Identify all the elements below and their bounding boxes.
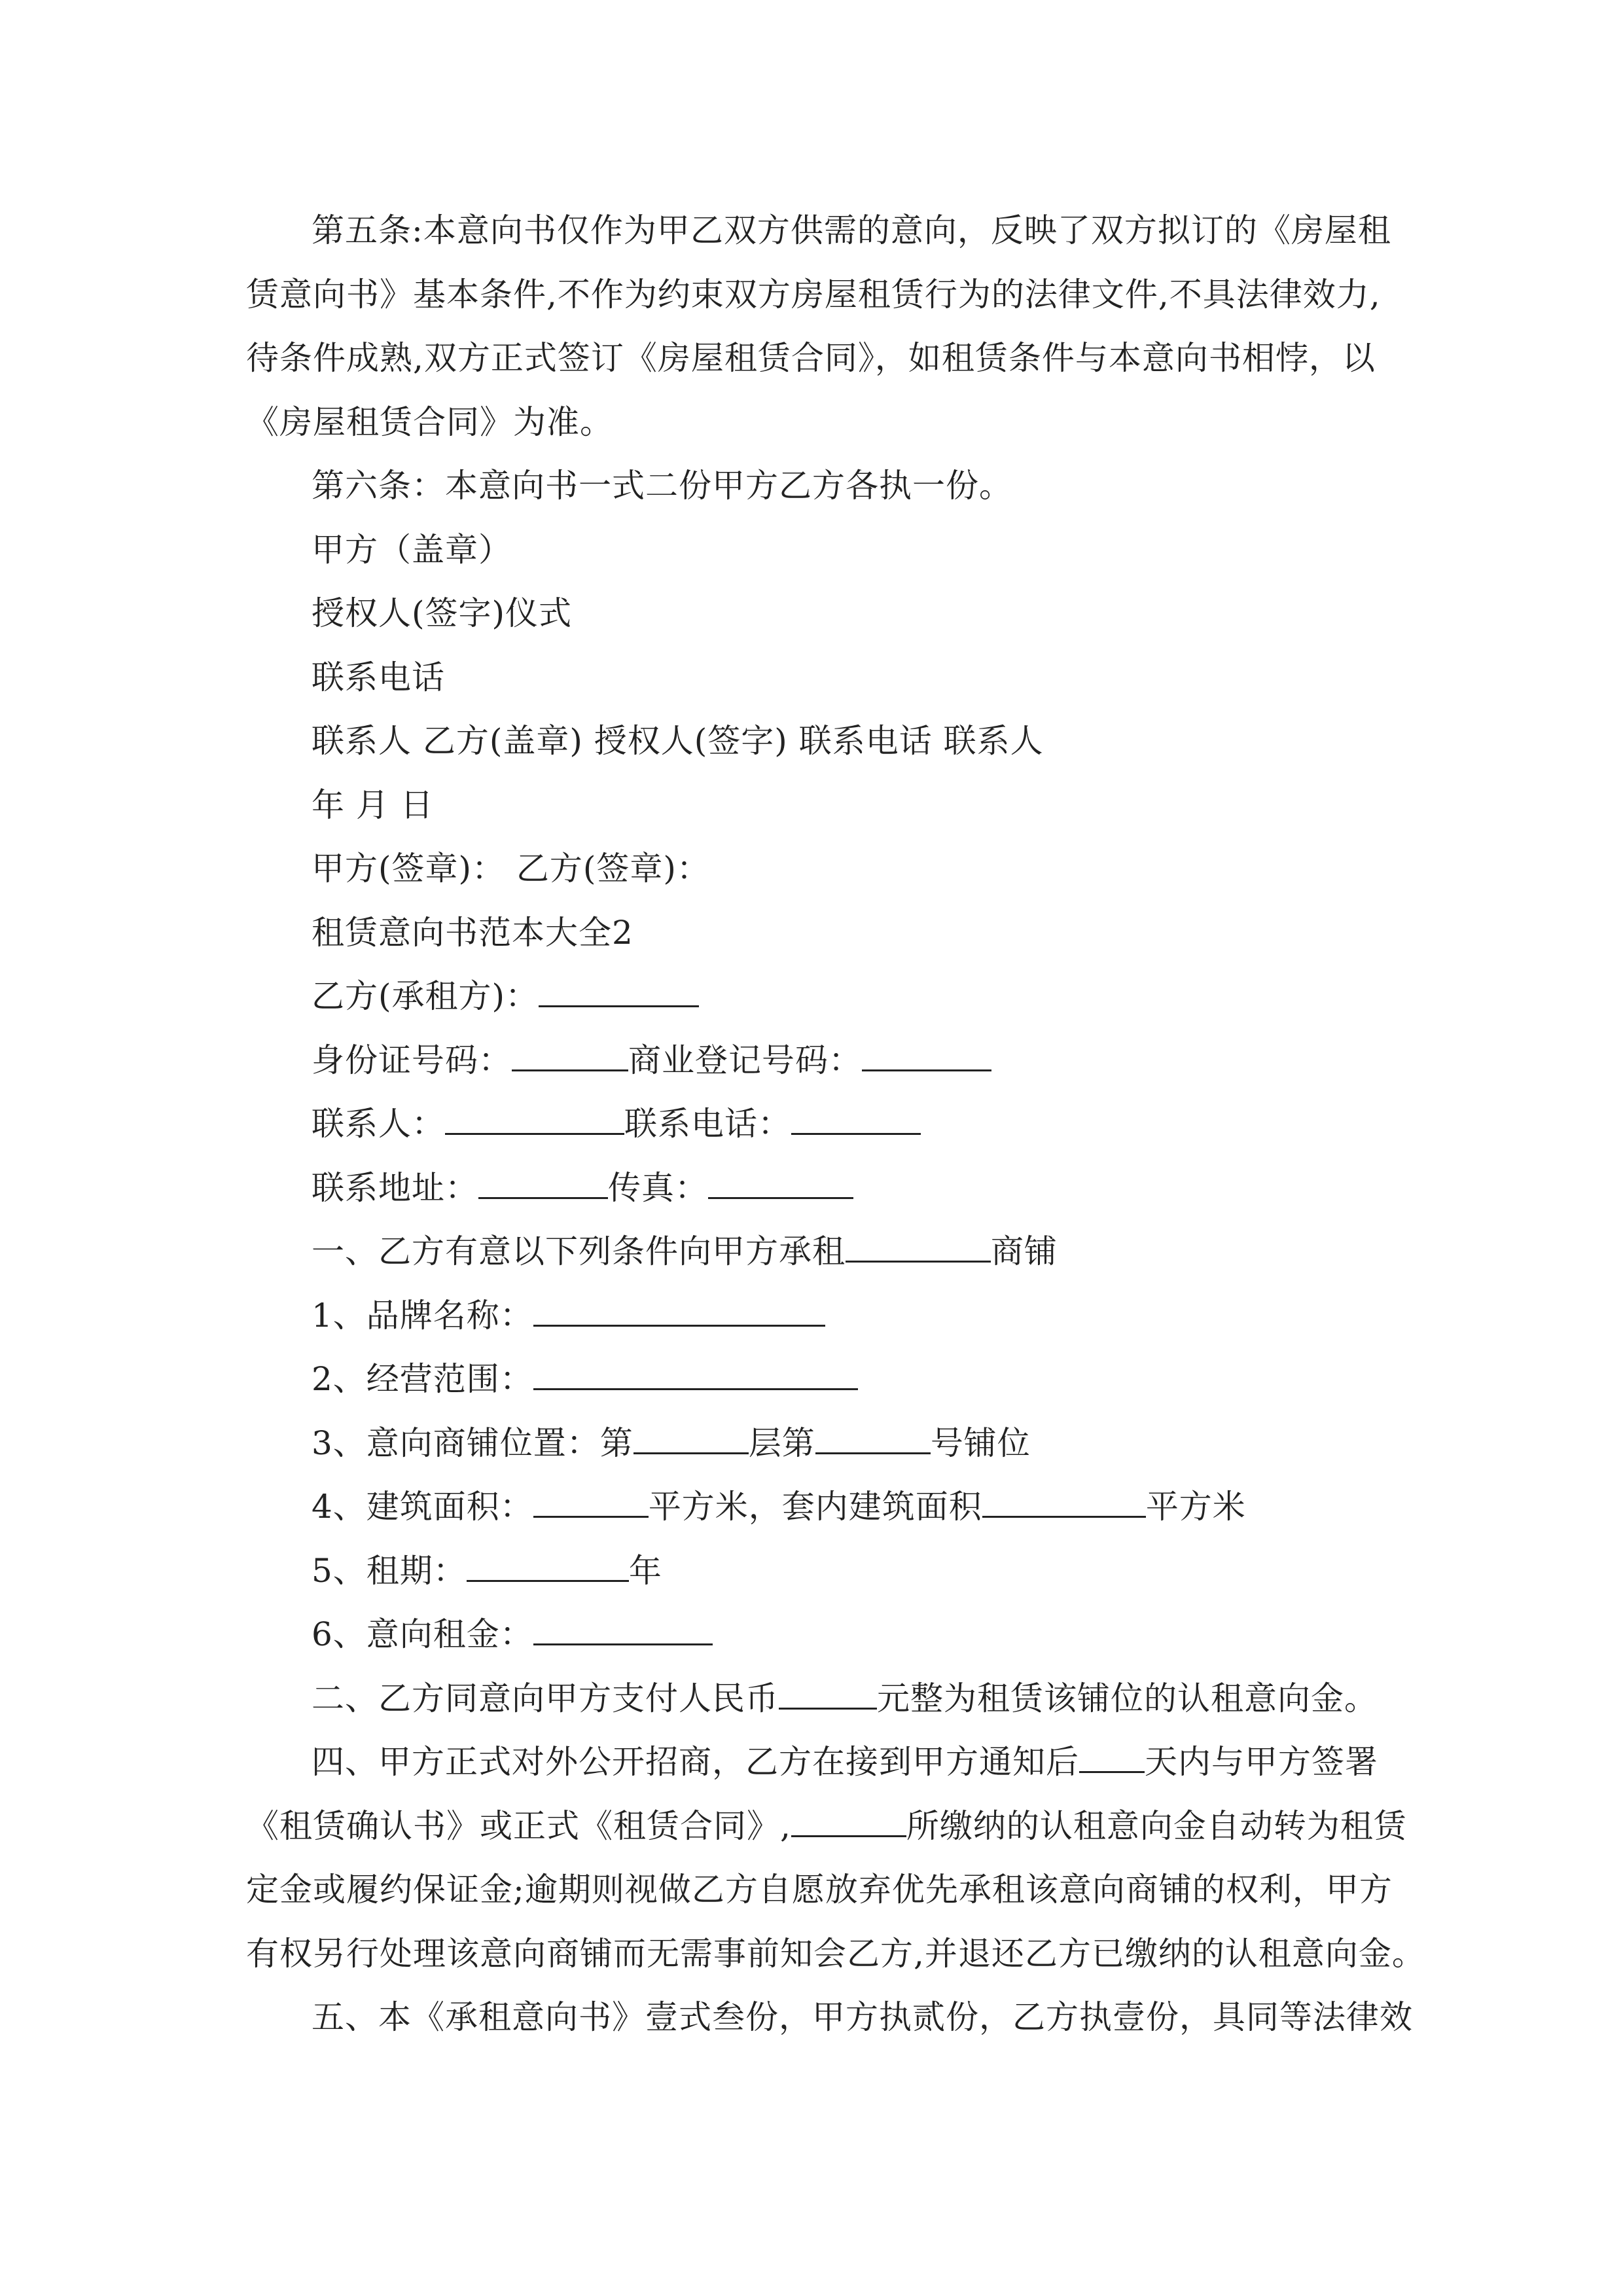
- shop-blank[interactable]: [846, 1230, 991, 1263]
- clause-4-line-2-text: 《租赁确认书》或正式《租赁合同》,: [246, 1806, 791, 1845]
- floor-blank[interactable]: [633, 1422, 749, 1454]
- business-reg-blank[interactable]: [862, 1039, 991, 1071]
- brand-blank[interactable]: [533, 1295, 825, 1327]
- rent-label: 6、意向租金：: [312, 1615, 533, 1653]
- clause-1: [246, 1220, 1378, 1284]
- floor-suffix: 层第: [748, 1424, 815, 1462]
- contact-row: 联系人 乙方(盖章) 授权人(签字) 联系电话 联系人: [312, 722, 1044, 760]
- clause-4-blank[interactable]: [791, 1805, 906, 1837]
- rent-blank[interactable]: [533, 1613, 713, 1645]
- contact-phone-label: 联系电话：: [624, 1105, 791, 1143]
- document-body: [246, 199, 1425, 2050]
- article-5-line-3: 待条件成熟,双方正式签订《房屋租赁合同》，如租赁条件与本意向书相悖，以: [246, 339, 1376, 377]
- area-mid: 平方米，套内建筑面积: [648, 1488, 982, 1526]
- contact-phone-blank[interactable]: [791, 1103, 921, 1135]
- clause-1-suffix: 商铺: [991, 1232, 1058, 1270]
- party-a-seal: 甲方（盖章）: [312, 530, 512, 569]
- clause-4-line-4: 有权另行处理该意向商铺而无需事前知会乙方,并退还乙方已缴纳的认租意向金。: [246, 1934, 1425, 1973]
- clause-2-text: 二、乙方同意向甲方支付人民币: [312, 1679, 779, 1717]
- contact-person-label: 联系人：: [312, 1105, 445, 1143]
- location-label: 3、意向商铺位置：第: [312, 1424, 633, 1462]
- area-field: [246, 1475, 1378, 1539]
- article-5-line-1: 第五条:本意向书仅作为甲乙双方供需的意向，反映了双方拟订的《房屋租: [312, 211, 1391, 249]
- id-field: [246, 1029, 1378, 1093]
- brand-label: 1、品牌名称：: [312, 1296, 533, 1335]
- unit-suffix: 号铺位: [930, 1424, 1031, 1462]
- brand-field: [246, 1284, 1378, 1348]
- area-label: 4、建筑面积：: [312, 1488, 533, 1526]
- area-suffix: 平方米: [1145, 1488, 1246, 1526]
- scope-label: 2、经营范围：: [312, 1360, 533, 1398]
- fax-label: 传真：: [608, 1168, 708, 1207]
- rent-field: [246, 1603, 1378, 1667]
- area-blank[interactable]: [533, 1486, 649, 1518]
- address-field: [246, 1157, 1378, 1221]
- article-5-line-2: 赁意向书》基本条件,不作为约束双方房屋租赁行为的法律文件,不具法律效力,: [246, 275, 1381, 314]
- lessee-label: 乙方(承租方)：: [312, 977, 539, 1015]
- clause-4-suffix: 天内与甲方签署: [1145, 1743, 1378, 1781]
- lessee-field: [246, 965, 1378, 1029]
- deposit-blank[interactable]: [779, 1677, 877, 1710]
- section-title: 租赁意向书范本大全2: [312, 913, 633, 952]
- clause-4-line-2: [246, 1795, 1407, 1859]
- contact-person-blank[interactable]: [445, 1103, 624, 1135]
- clause-1-text: 一、乙方有意以下列条件向甲方承租: [312, 1232, 846, 1270]
- id-label: 身份证号码：: [312, 1041, 512, 1079]
- contact-phone: 联系电话: [312, 658, 445, 696]
- days-blank[interactable]: [1079, 1741, 1145, 1773]
- clause-5-line-1: 五、本《承租意向书》壹式叁份，甲方执贰份，乙方执壹份，具同等法律效: [312, 1998, 1413, 2036]
- unit-blank[interactable]: [815, 1422, 931, 1454]
- clause-4-line-1: [246, 1731, 1378, 1795]
- signature-line: 甲方(签章)： 乙方(签章)：: [312, 850, 710, 888]
- clause-4-line-2-suffix: 所缴纳的认租意向金自动转为租赁: [906, 1806, 1407, 1845]
- authorized-signature: 授权人(签字)仪式: [312, 594, 573, 632]
- term-label: 5、租期：: [312, 1551, 467, 1590]
- clause-4-line-3: 定金或履约保证金;逾期则视做乙方自愿放弃优先承租该意向商铺的权利，甲方: [246, 1871, 1393, 1909]
- date-line: 年 月 日: [312, 785, 434, 824]
- location-field: [246, 1412, 1378, 1476]
- contact-field: [246, 1092, 1378, 1157]
- article-6: 第六条：本意向书一式二份甲方乙方各执一份。: [312, 467, 1012, 505]
- clause-4-text: 四、甲方正式对外公开招商，乙方在接到甲方通知后: [312, 1743, 1079, 1781]
- term-field: [246, 1539, 1378, 1604]
- clause-2-suffix: 元整为租赁该铺位的认租意向金。: [877, 1679, 1378, 1717]
- scope-blank[interactable]: [533, 1358, 858, 1390]
- lessee-blank[interactable]: [539, 975, 699, 1007]
- article-5-line-4: 《房屋租赁合同》为准。: [246, 403, 613, 441]
- term-suffix: 年: [628, 1551, 662, 1590]
- address-blank[interactable]: [478, 1167, 608, 1199]
- id-blank[interactable]: [512, 1039, 628, 1071]
- address-label: 联系地址：: [312, 1168, 478, 1207]
- business-reg-label: 商业登记号码：: [628, 1041, 862, 1079]
- fax-blank[interactable]: [708, 1167, 853, 1199]
- term-blank[interactable]: [467, 1550, 629, 1582]
- clause-2: [246, 1667, 1378, 1731]
- scope-field: [246, 1348, 1378, 1412]
- inner-area-blank[interactable]: [982, 1486, 1146, 1518]
